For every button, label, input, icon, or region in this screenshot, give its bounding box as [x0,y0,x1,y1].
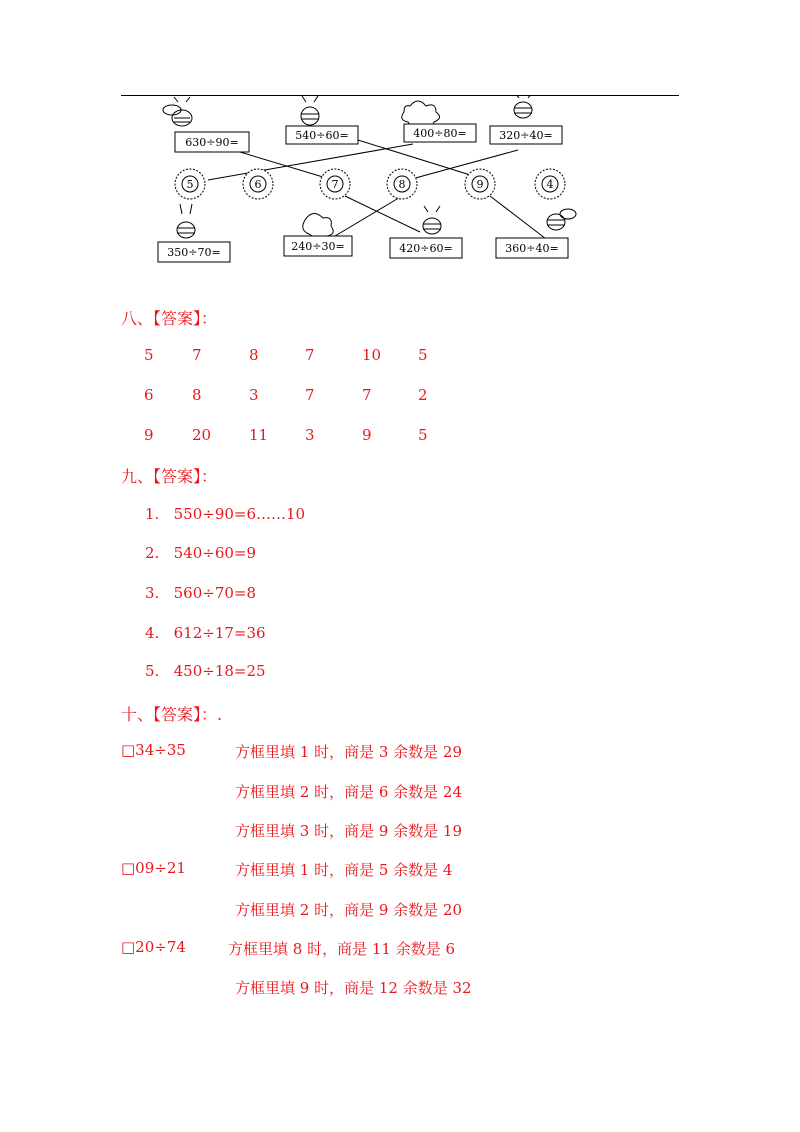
line-320-8 [408,150,518,180]
problem-line: 方框里填 2 时，商是 6 余数是 24 [235,783,463,801]
section8-heading: 八、【答案】： [121,309,218,328]
line-8-240 [325,196,402,242]
flower-doodle-icon [402,101,440,127]
section10-heading: 十、【答案】：. [121,705,223,724]
bee-icon [177,204,195,238]
section9-heading: 九、【答案】： [121,467,218,486]
answer-cell: 2 [418,386,428,404]
answer-cell: 3 [305,426,315,444]
problem-line: 方框里填 1 时，商是 5 余数是 4 [235,861,453,879]
answer-cell: 6 [144,386,154,404]
problem-expression: □20÷74 [121,938,186,956]
problem-line: 方框里填 3 时，商是 9 余数是 19 [235,822,463,840]
section9-item: 2. 540÷60=9 [145,544,257,562]
bee-icon [423,206,441,234]
bee-icon [163,97,192,126]
bee-icons [163,96,576,238]
answer-cell: 7 [305,386,315,404]
answer-cell: 5 [418,426,428,444]
bottom-boxes [158,236,568,262]
top-boxes [175,124,562,152]
answer-cell: 3 [249,386,259,404]
section9-item: 4. 612÷17=36 [145,624,266,642]
answer-cell: 7 [192,346,202,364]
answer-cell: 7 [362,386,372,404]
line-7-420 [345,196,420,232]
top-box-3-label: 400÷80= [413,127,467,140]
top-box-2-label: 540÷60= [295,129,349,142]
answer-cell: 5 [418,346,428,364]
problem-expression: □34÷35 [121,741,186,759]
answer-cell: 8 [249,346,259,364]
answer-cell: 9 [362,426,372,444]
answer-cell: 20 [192,426,212,444]
bottom-box-3-label: 420÷60= [399,242,453,255]
answer-cell: 9 [144,426,154,444]
answer-cell: 5 [144,346,154,364]
flower-label: 9 [476,178,484,191]
problem-line: 方框里填 1 时，商是 3 余数是 29 [235,743,463,761]
flower-label: 8 [398,178,406,191]
answer-cell: 11 [249,426,269,444]
problem-line: 方框里填 2 时，商是 9 余数是 20 [235,901,463,919]
bee-icon [303,213,334,237]
flowers [175,169,565,199]
problem-line: 方框里填 9 时，商是 12 余数是 32 [235,979,472,997]
flower-label: 6 [254,178,262,191]
bottom-box-2-label: 240÷30= [291,240,345,253]
matching-figure [150,96,590,268]
flower-label: 7 [331,178,339,191]
bee-icon [547,209,576,230]
line-9-360 [490,196,550,242]
section9-item: 1. 550÷90=6……10 [145,505,306,523]
answer-cell: 8 [192,386,202,404]
flower-label: 4 [546,178,554,191]
top-box-4-label: 320÷40= [499,129,553,142]
problem-line: 方框里填 8 时，商是 11 余数是 6 [228,940,456,958]
section9-item: 5. 450÷18=25 [145,662,266,680]
section9-item: 3. 560÷70=8 [145,584,257,602]
top-box-1-label: 630÷90= [185,136,239,149]
bottom-box-4-label: 360÷40= [505,242,559,255]
problem-expression: □09÷21 [121,859,186,877]
answer-cell: 7 [305,346,315,364]
flower-label: 5 [186,178,194,191]
answer-cell: 10 [362,346,382,364]
bottom-box-1-label: 350÷70= [167,246,221,259]
bee-icon [514,96,532,118]
bee-icon [301,96,319,125]
